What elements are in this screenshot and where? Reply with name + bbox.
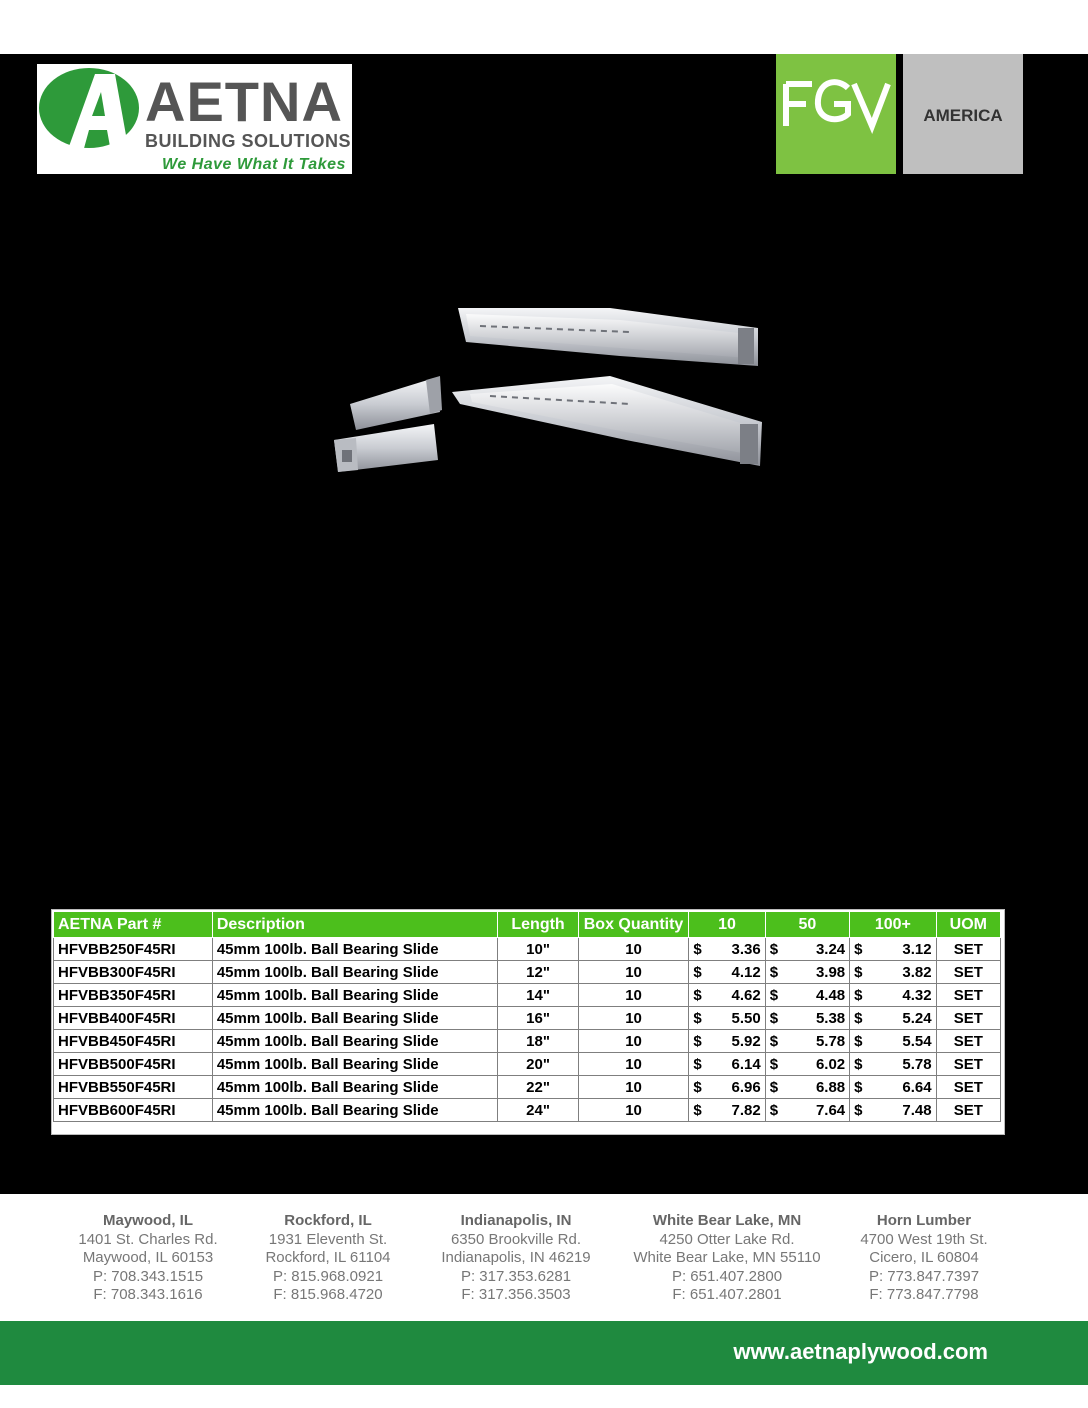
location-fax: F: 708.343.1616	[93, 1286, 203, 1303]
price-value: 6.88	[815, 1078, 846, 1096]
cell-description: 45mm 100lb. Ball Bearing Slide	[212, 984, 498, 1007]
location-phone: P: 815.968.0921	[272, 1267, 384, 1285]
currency-symbol: $	[769, 1078, 779, 1096]
price-value: 5.78	[815, 1032, 846, 1050]
header-price-50: 50	[765, 912, 849, 938]
fgv-green-block	[776, 54, 896, 174]
price-value: 3.24	[815, 940, 846, 958]
cell-description: 45mm 100lb. Ball Bearing Slide	[212, 1099, 498, 1122]
location-city: Maywood, IL	[103, 1212, 193, 1229]
aetna-wordmark: AETNA	[145, 70, 343, 133]
currency-symbol: $	[693, 1009, 702, 1027]
price-value: 5.92	[731, 1032, 761, 1050]
cell-description: 45mm 100lb. Ball Bearing Slide	[212, 1007, 498, 1030]
header-description: Description	[212, 912, 498, 938]
cell-uom: SET	[936, 1076, 1000, 1099]
table-row	[54, 984, 1001, 1007]
aetna-subtitle: BUILDING SOLUTIONS	[145, 131, 351, 151]
aetna-a-mark-icon	[37, 64, 147, 174]
cell-box-quantity: 10	[578, 984, 689, 1007]
cell-price-50	[765, 1007, 849, 1030]
location-street: 1931 Eleventh St.	[268, 1230, 388, 1248]
currency-symbol: $	[854, 1055, 863, 1073]
table-row	[54, 961, 1001, 984]
cell-price-50	[765, 938, 849, 961]
location-city: Rockford, IL	[284, 1212, 372, 1229]
cell-box-quantity: 10	[578, 1030, 689, 1053]
fgv-america-logo[interactable]	[776, 54, 1023, 174]
table-row	[54, 1030, 1001, 1053]
table-row	[54, 1099, 1001, 1122]
location-fax: F: 815.968.4720	[273, 1286, 383, 1303]
currency-symbol: $	[769, 1055, 779, 1073]
currency-symbol: $	[693, 963, 702, 981]
cell-price-50	[765, 984, 849, 1007]
currency-symbol: $	[693, 1101, 702, 1119]
currency-symbol: $	[854, 1032, 863, 1050]
cell-price-100	[850, 1076, 936, 1099]
cell-price-100	[850, 1030, 936, 1053]
cell-length: 18"	[498, 1030, 578, 1053]
drawer-slide-image	[330, 300, 770, 480]
fgv-mark-icon	[776, 54, 896, 174]
footer-bar	[0, 1321, 1088, 1385]
price-value: 5.50	[731, 1009, 761, 1027]
cell-price-100	[850, 1099, 936, 1122]
cell-price-10	[689, 938, 765, 961]
price-value: 5.54	[902, 1032, 932, 1050]
price-value: 6.64	[902, 1078, 932, 1096]
price-value: 6.96	[731, 1078, 761, 1096]
header-box-quantity: Box Quantity	[578, 912, 689, 938]
currency-symbol: $	[769, 1032, 779, 1050]
cell-price-100	[850, 1007, 936, 1030]
cell-uom: SET	[936, 1030, 1000, 1053]
price-table	[53, 911, 1001, 1122]
currency-symbol: $	[769, 986, 779, 1004]
cell-length: 10"	[498, 938, 578, 961]
cell-price-10	[689, 984, 765, 1007]
header-uom: UOM	[936, 912, 1000, 938]
table-row	[54, 1053, 1001, 1076]
cell-price-100	[850, 938, 936, 961]
price-value: 5.24	[902, 1009, 932, 1027]
cell-uom: SET	[936, 938, 1000, 961]
location-phone: P: 651.407.2800	[671, 1267, 783, 1285]
cell-length: 14"	[498, 984, 578, 1007]
cell-price-10	[689, 1030, 765, 1053]
cell-price-50	[765, 1053, 849, 1076]
location-street: 1401 St. Charles Rd.	[78, 1230, 218, 1248]
location-street: 4250 Otter Lake Rd.	[659, 1230, 795, 1248]
location-citystate: White Bear Lake, MN 55110	[633, 1249, 821, 1266]
price-value: 7.64	[815, 1101, 846, 1119]
cell-box-quantity: 10	[578, 1053, 689, 1076]
cell-price-100	[850, 1053, 936, 1076]
currency-symbol: $	[854, 1078, 863, 1096]
location-phone: P: 317.353.6281	[460, 1267, 572, 1285]
price-value: 6.02	[815, 1055, 846, 1073]
cell-price-50	[765, 1076, 849, 1099]
cell-uom: SET	[936, 984, 1000, 1007]
cell-price-50	[765, 961, 849, 984]
cell-price-50	[765, 1030, 849, 1053]
location-maywood	[66, 1212, 230, 1305]
price-value: 5.38	[815, 1009, 846, 1027]
cell-price-10	[689, 1099, 765, 1122]
cell-price-100	[850, 984, 936, 1007]
cell-part-number: HFVBB350F45RI	[54, 984, 213, 1007]
location-phone: P: 708.343.1515	[92, 1267, 204, 1285]
cell-price-50	[765, 1099, 849, 1122]
cell-uom: SET	[936, 1099, 1000, 1122]
price-value: 6.14	[731, 1055, 761, 1073]
location-fax: F: 317.356.3503	[461, 1286, 571, 1303]
header-length: Length	[498, 912, 578, 938]
cell-price-100	[850, 961, 936, 984]
cell-part-number: HFVBB550F45RI	[54, 1076, 213, 1099]
price-value: 7.82	[731, 1101, 761, 1119]
currency-symbol: $	[769, 1101, 779, 1119]
cell-uom: SET	[936, 961, 1000, 984]
currency-symbol: $	[854, 963, 863, 981]
price-value: 7.48	[902, 1101, 932, 1119]
table-row	[54, 938, 1001, 961]
currency-symbol: $	[854, 1101, 863, 1119]
price-value: 3.36	[731, 940, 761, 958]
cell-box-quantity: 10	[578, 1007, 689, 1030]
aetna-logo[interactable]	[37, 64, 352, 174]
cell-description: 45mm 100lb. Ball Bearing Slide	[212, 1053, 498, 1076]
currency-symbol: $	[693, 986, 702, 1004]
currency-symbol: $	[769, 940, 779, 958]
location-city: Indianapolis, IN	[460, 1212, 572, 1229]
location-phone: P: 773.847.7397	[868, 1267, 980, 1285]
currency-symbol: $	[854, 940, 863, 958]
cell-length: 24"	[498, 1099, 578, 1122]
location-rockford	[246, 1212, 410, 1305]
aetna-tagline: We Have What It Takes	[162, 156, 346, 173]
location-citystate: Indianapolis, IN 46219	[441, 1249, 591, 1266]
currency-symbol: $	[693, 1078, 702, 1096]
table-row	[54, 1007, 1001, 1030]
cell-description: 45mm 100lb. Ball Bearing Slide	[212, 938, 498, 961]
cell-part-number: HFVBB500F45RI	[54, 1053, 213, 1076]
cell-price-10	[689, 1053, 765, 1076]
cell-price-10	[689, 961, 765, 984]
location-fax: F: 651.407.2801	[672, 1286, 782, 1303]
cell-box-quantity: 10	[578, 1099, 689, 1122]
currency-symbol: $	[693, 1055, 702, 1073]
cell-part-number: HFVBB400F45RI	[54, 1007, 213, 1030]
cell-uom: SET	[936, 1007, 1000, 1030]
location-horn-lumber	[846, 1212, 1002, 1305]
location-city: Horn Lumber	[876, 1212, 972, 1229]
location-citystate: Cicero, IL 60804	[869, 1249, 979, 1266]
price-value: 4.12	[731, 963, 761, 981]
website-link[interactable]: www.aetnaplywood.com	[733, 1339, 988, 1364]
cell-price-10	[689, 1076, 765, 1099]
cell-price-10	[689, 1007, 765, 1030]
location-city: White Bear Lake, MN	[652, 1212, 802, 1229]
cell-uom: SET	[936, 1053, 1000, 1076]
cell-description: 45mm 100lb. Ball Bearing Slide	[212, 1030, 498, 1053]
location-citystate: Rockford, IL 61104	[265, 1249, 391, 1266]
cell-box-quantity: 10	[578, 1076, 689, 1099]
currency-symbol: $	[693, 1032, 702, 1050]
currency-symbol: $	[769, 1009, 779, 1027]
location-indianapolis	[426, 1212, 606, 1305]
cell-length: 22"	[498, 1076, 578, 1099]
header-price-100: 100+	[850, 912, 936, 938]
price-value: 4.32	[902, 986, 932, 1004]
cell-description: 45mm 100lb. Ball Bearing Slide	[212, 1076, 498, 1099]
price-value: 3.82	[902, 963, 932, 981]
cell-part-number: HFVBB600F45RI	[54, 1099, 213, 1122]
cell-length: 20"	[498, 1053, 578, 1076]
currency-symbol: $	[693, 940, 702, 958]
price-value: 3.12	[902, 940, 932, 958]
location-white-bear-lake	[622, 1212, 832, 1305]
locations-footer	[0, 1212, 1088, 1312]
cell-description: 45mm 100lb. Ball Bearing Slide	[212, 961, 498, 984]
cell-length: 16"	[498, 1007, 578, 1030]
header-price-10: 10	[689, 912, 765, 938]
cell-box-quantity: 10	[578, 938, 689, 961]
location-fax: F: 773.847.7798	[869, 1286, 979, 1303]
price-value: 4.48	[815, 986, 846, 1004]
table-row	[54, 1076, 1001, 1099]
cell-part-number: HFVBB450F45RI	[54, 1030, 213, 1053]
location-citystate: Maywood, IL 60153	[82, 1249, 214, 1266]
location-street: 6350 Brookville Rd.	[450, 1230, 582, 1248]
currency-symbol: $	[854, 1009, 863, 1027]
price-value: 5.78	[902, 1055, 932, 1073]
fgv-america-label: AMERICA	[923, 106, 1003, 125]
price-value: 3.98	[815, 963, 846, 981]
cell-part-number: HFVBB250F45RI	[54, 938, 213, 961]
location-street: 4700 West 19th St.	[860, 1230, 988, 1248]
header-part: AETNA Part #	[54, 912, 213, 938]
cell-part-number: HFVBB300F45RI	[54, 961, 213, 984]
price-value: 4.62	[731, 986, 761, 1004]
currency-symbol: $	[854, 986, 863, 1004]
table-header-row	[54, 912, 1001, 938]
cell-length: 12"	[498, 961, 578, 984]
cell-box-quantity: 10	[578, 961, 689, 984]
currency-symbol: $	[769, 963, 779, 981]
